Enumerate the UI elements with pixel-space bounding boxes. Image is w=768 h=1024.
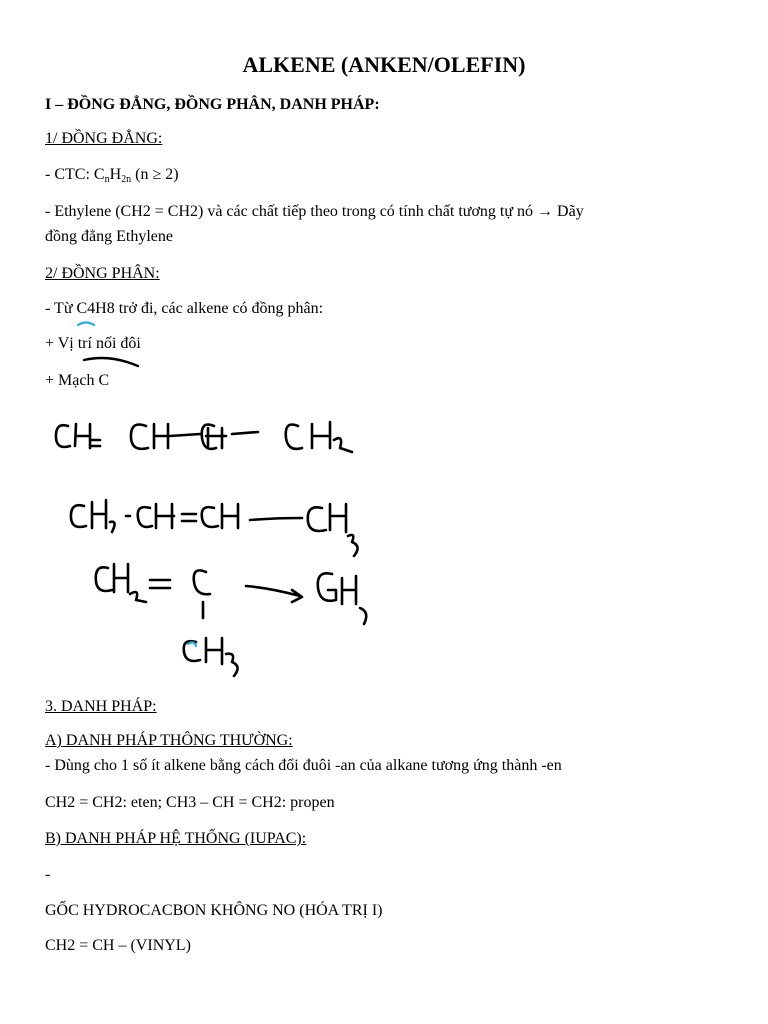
iupac-heading: B) DANH PHÁP HỆ THỐNG (IUPAC): <box>45 830 307 847</box>
ctc-prefix: - CTC: C <box>45 166 105 183</box>
common-name-rule: - Dùng cho 1 số ít alkene bằng cách đổi đuôi -an của alkane tương ứng thành -en <box>45 757 562 774</box>
formula-1 <box>56 422 352 452</box>
dong-phan-heading: 2/ ĐỒNG PHÂN: <box>45 265 160 282</box>
ctc-sub-2n: 2n <box>121 174 132 185</box>
annotation-arc <box>78 323 94 326</box>
ctc-suffix: (n ≥ 2) <box>131 166 179 183</box>
ethylene-line-1: - Ethylene (CH2 = CH2) và các chất tiếp theo trong có tính chất tương tự nó → Dãy <box>45 203 584 220</box>
ctc-sub-n: n <box>104 174 110 185</box>
vinyl-line: CH2 = CH – (VINYL) <box>45 937 191 954</box>
formula-3 <box>96 564 367 676</box>
dong-phan-intro: - Từ C4H8 trở đi, các alkene có đồng phân: <box>45 300 324 317</box>
radical-heading: GỐC HYDROCACBON KHÔNG NO (HÓA TRỊ I) <box>45 902 383 919</box>
common-name-heading: A) DANH PHÁP THÔNG THƯỜNG: <box>45 732 293 749</box>
formula-2 <box>71 500 358 556</box>
isomer-type-position: + Vị trí nối đôi <box>45 335 141 352</box>
danh-phap-heading: 3. DANH PHÁP: <box>45 698 157 715</box>
dash-line: - <box>45 866 51 883</box>
annotation-underline <box>84 358 138 366</box>
ethylene-line-2: đồng đẳng Ethylene <box>45 228 173 245</box>
dong-dang-heading: 1/ ĐỒNG ĐẲNG: <box>45 130 163 147</box>
page-title: ALKENE (ANKEN/OLEFIN) <box>242 52 526 77</box>
annotation-dot <box>188 642 196 646</box>
section-heading: I – ĐỒNG ĐẲNG, ĐỒNG PHÂN, DANH PHÁP: <box>45 96 380 113</box>
ctc-h: H <box>109 166 122 183</box>
isomer-type-chain: + Mạch C <box>45 372 110 389</box>
common-name-examples: CH2 = CH2: eten; CH3 – CH = CH2: propen <box>45 794 335 811</box>
